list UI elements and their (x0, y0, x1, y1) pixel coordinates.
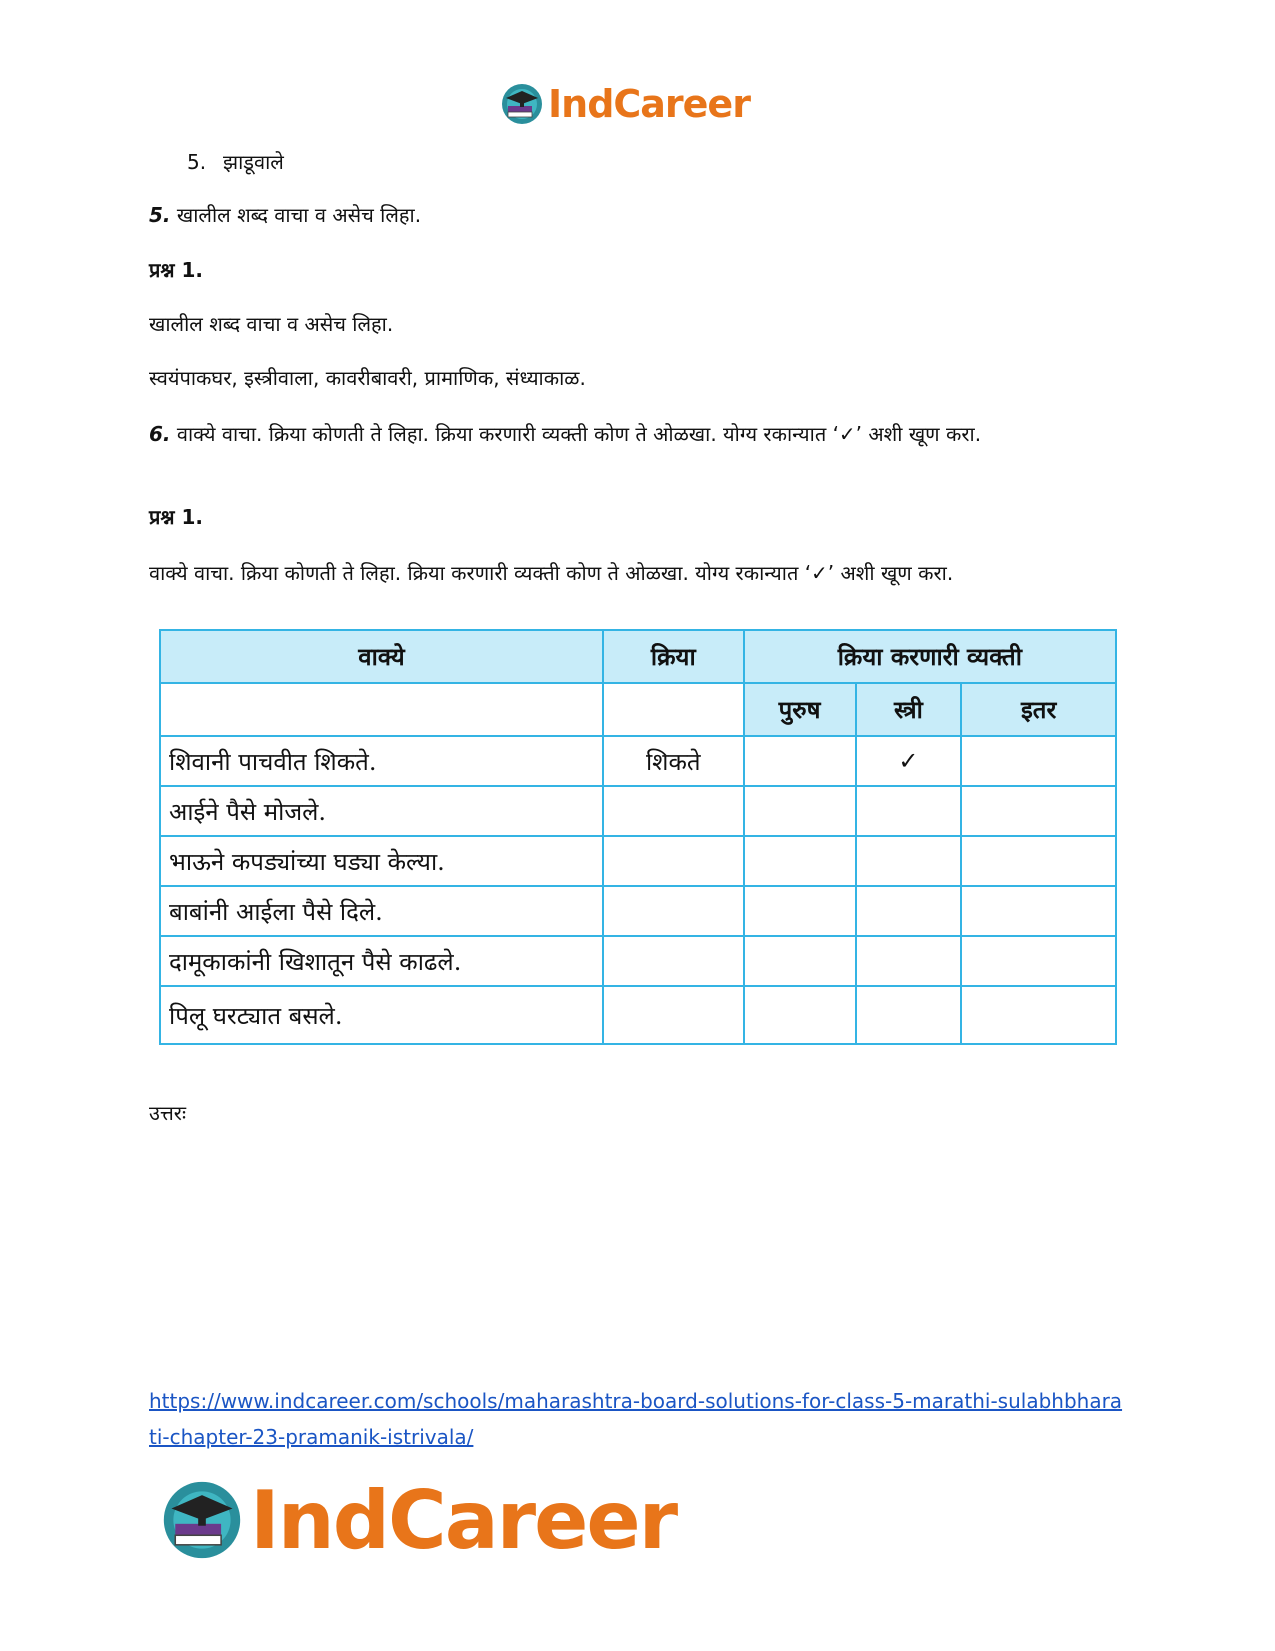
row-female (856, 936, 962, 986)
table-row (160, 736, 1116, 786)
row-action (603, 886, 744, 936)
row-action (603, 836, 744, 886)
row-sentence: पिलू घरट्यात बसले. (160, 986, 603, 1044)
row-other (961, 886, 1116, 936)
header-doer: क्रिया करणारी व्यक्ती (744, 630, 1116, 683)
table-subheader-row (160, 683, 1116, 736)
list-item (187, 148, 284, 175)
answer-label: उत्तरः (149, 1101, 186, 1125)
row-action (603, 936, 744, 986)
header-sentence: वाक्ये (160, 630, 603, 683)
row-other (961, 986, 1116, 1044)
header-logo (500, 78, 750, 130)
row-other (961, 736, 1116, 786)
graduation-cap-book-icon (500, 82, 544, 126)
row-female-check: ✓ (856, 736, 962, 786)
row-action: शिकते (603, 736, 744, 786)
header-action: क्रिया (603, 630, 744, 683)
question-5-text: खालील शब्द वाचा व असेच लिहा. (176, 203, 422, 227)
row-female (856, 986, 962, 1044)
row-sentence: बाबांनी आईला पैसे दिले. (160, 886, 603, 936)
question-5-instruction: खालील शब्द वाचा व असेच लिहा. (149, 312, 394, 336)
row-female (856, 836, 962, 886)
row-female (856, 886, 962, 936)
question-5-label: प्रश्न 1. (149, 258, 203, 282)
subheader-male: पुरुष (744, 683, 856, 736)
question-6-label: प्रश्न 1. (149, 505, 203, 529)
question-6-number: 6. (149, 422, 171, 446)
row-sentence: आईने पैसे मोजले. (160, 786, 603, 836)
question-6-title (149, 420, 1129, 449)
table-header-row (160, 630, 1116, 683)
subheader-other: इतर (961, 683, 1116, 736)
subheader-female: स्त्री (856, 683, 962, 736)
row-male (744, 886, 856, 936)
row-sentence: भाऊने कपड्यांच्या घड्या केल्या. (160, 836, 603, 886)
row-action (603, 986, 744, 1044)
question-5-words: स्वयंपाकघर, इस्त्रीवाला, कावरीबावरी, प्रामाणिक, संध्याकाळ. (149, 366, 586, 390)
brand-name: IndCareer (548, 82, 750, 126)
table-row (160, 936, 1116, 986)
row-other (961, 936, 1116, 986)
subheader-blank-sentence (160, 683, 603, 736)
question-6-instruction: वाक्ये वाचा. क्रिया कोणती ते लिहा. क्रिया करणारी व्यक्ती कोण ते ओळखा. योग्य रकान्यात ‘✓’ अशी खूण करा. (149, 561, 954, 585)
row-sentence: दामूकाकांनी खिशातून पैसे काढले. (160, 936, 603, 986)
subheader-blank-action (603, 683, 744, 736)
row-other (961, 786, 1116, 836)
table-row (160, 986, 1116, 1044)
brand-name: IndCareer (250, 1473, 677, 1567)
list-item-number: 5. (187, 150, 207, 174)
footer-logo (160, 1465, 676, 1575)
row-other (961, 836, 1116, 886)
row-female (856, 786, 962, 836)
table-row (160, 886, 1116, 936)
row-male (744, 986, 856, 1044)
row-action (603, 786, 744, 836)
row-male (744, 786, 856, 836)
row-male (744, 736, 856, 786)
answer-table (159, 629, 1117, 1045)
question-5-number: 5. (149, 203, 171, 227)
graduation-cap-book-icon (160, 1478, 244, 1562)
list-item-text: झाडूवाले (223, 150, 284, 174)
row-male (744, 936, 856, 986)
table-row (160, 786, 1116, 836)
source-link[interactable]: https://www.indcareer.com/schools/maharashtra-board-solutions-for-class-5-marathi-sulabhbharati-chapter-23-pramanik-istrivala/ (149, 1389, 1123, 1449)
row-male (744, 836, 856, 886)
row-sentence: शिवानी पाचवीत शिकते. (160, 736, 603, 786)
table-row (160, 836, 1116, 886)
question-5-title (149, 201, 1129, 230)
question-6-text: वाक्ये वाचा. क्रिया कोणती ते लिहा. क्रिया करणारी व्यक्ती कोण ते ओळखा. योग्य रकान्यात ‘✓’ अशी खूण करा. (176, 422, 982, 446)
